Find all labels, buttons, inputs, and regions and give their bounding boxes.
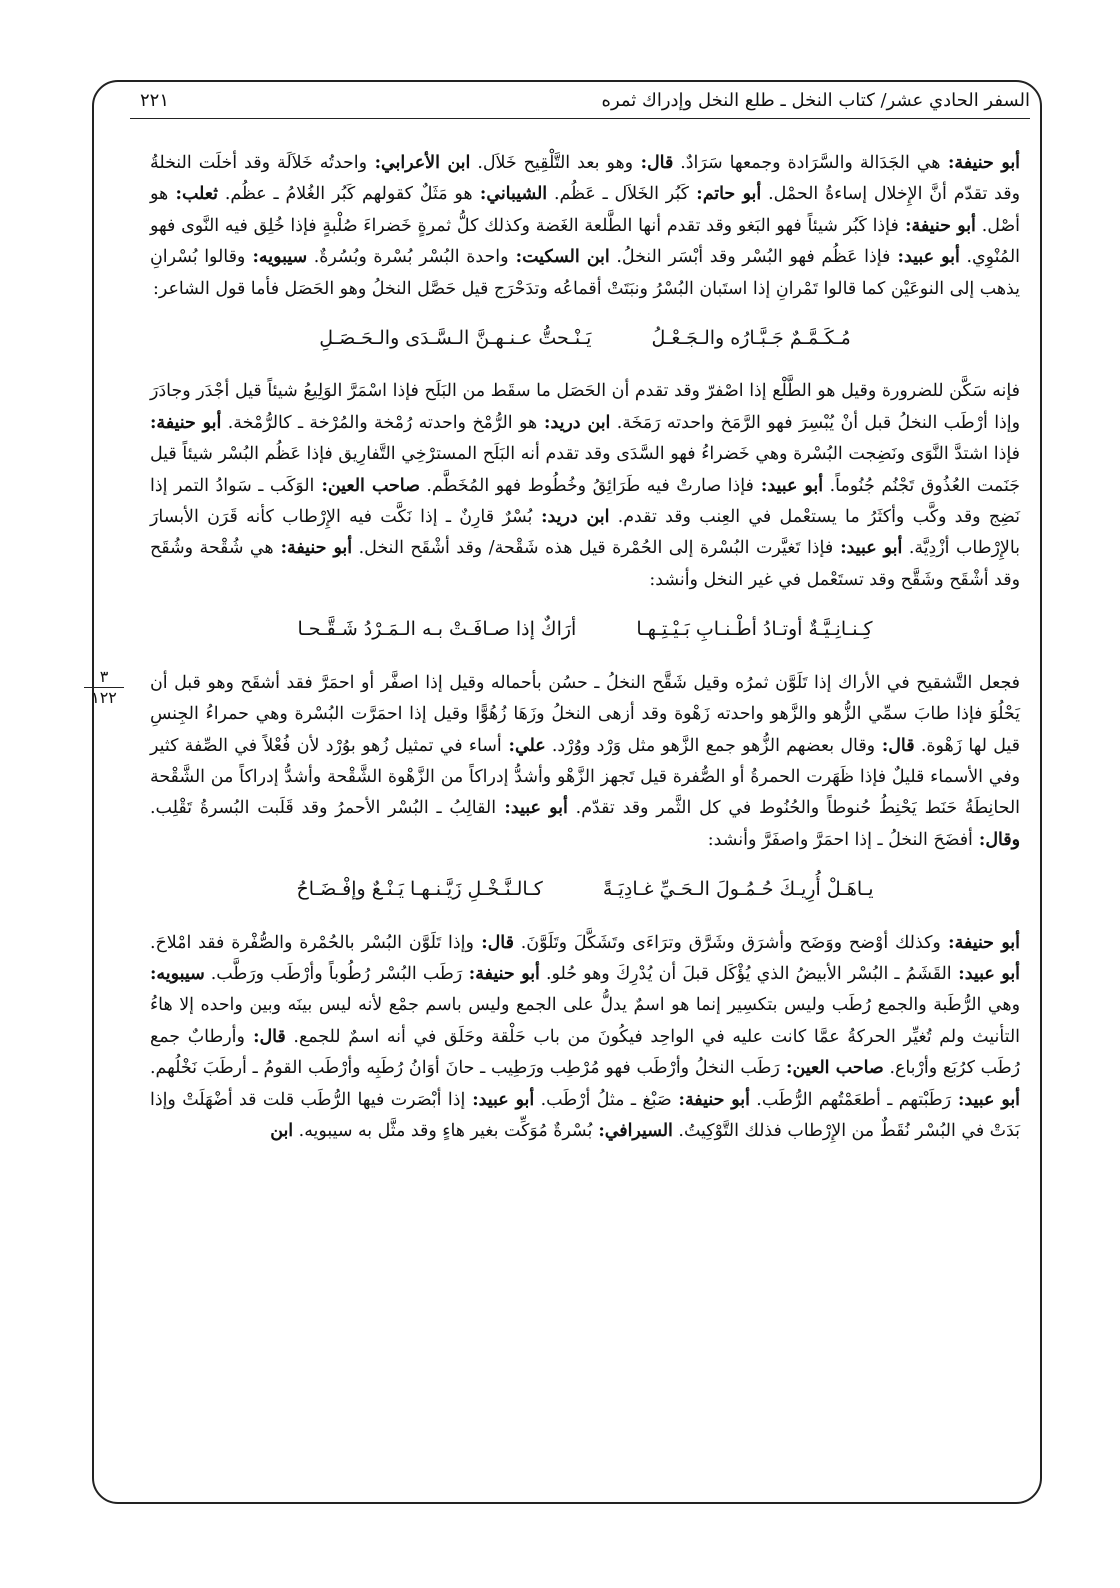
text-run: واحدة البُسْر بُسْرة وبُسُرةٌ. (307, 247, 509, 268)
main-text (150, 148, 1020, 1147)
speaker-name: علي: (501, 735, 546, 756)
speaker-name: ثعلب: (168, 184, 219, 205)
text-run: فإذا تَغيَّرت البُسْرة إلى الحُمْرة قيل هذه شَقْحة/ وقد أشْقَح النخل. (352, 538, 834, 559)
speaker-name: ابن دريد: (532, 507, 610, 528)
speaker-name: قال: (473, 932, 514, 953)
verse-2 (150, 614, 1020, 645)
text-run: بُسْرةٌ مُوَكِّت بغير هاءٍ وقد مثَّل به سيبويه. (293, 1120, 593, 1141)
verse-hemistich-second: كـالـنَّـخْـلِ زَيَّـنـهـا يَـنْـعٌ وإفْـضَـاحُ (296, 878, 543, 901)
paragraph-3 (150, 668, 1020, 856)
speaker-name: أبو حنيفة: (150, 412, 222, 433)
text-run: وقالوا بُسْرانِ يذهب إلى النوعَيْن كما قالوا تَمْرانِ إذا استَبان البُسْرُ ونبَتَتْ أقماعُه وتدَحْرَج قيل حَصَّل النخلُ وهو الحَصَل فأما قول الشاعر: (150, 247, 1020, 299)
speaker-name: ابن السكيت: (508, 247, 610, 268)
speaker-name: ابن دريد: (537, 412, 611, 433)
speaker-name: أبو عبيد: (890, 247, 960, 268)
margin-ref-volume: ٣ (84, 668, 124, 688)
verse-hemistich-first: كِـنـانِـيَّـةٌ أوتـادُ أطْـنـابِ بَـيْـتِـهـا (636, 618, 873, 641)
speaker-name: السيرافي: (592, 1120, 673, 1141)
verse-1 (150, 323, 1020, 354)
text-run: فإذا صارتْ فيه طَرَائِقُ وخُطُوط فهو المُخَطَّم. (419, 475, 754, 496)
speaker-name: أبو عبيد: (951, 1089, 1020, 1110)
verse-hemistich-first: مُـكَـمَّـمٌ جَـبَّـارُه والـجَـعْـلُ (651, 327, 851, 350)
paragraph-4 (150, 928, 1020, 1148)
speaker-name: قال: (244, 1026, 286, 1047)
text-run: إذا أبْصَرت فيها الرُّطَب قلت قد أضْهَلَتْ وإذا بَدَتْ في البُسْر نُقَطٌ من الإِرْطاب فذلك التَّوْكِيتُ. (150, 1089, 1020, 1141)
margin-reference (84, 668, 124, 707)
text-run: هو الرُّمْخ واحدته رُمْخة والمُرْخة ـ كالرُّمْخة. (221, 412, 538, 433)
text-run: هي الجَدَالة والسَّرَادة وجمعها سَرَادٌ. (673, 153, 941, 173)
text-run: القَشَمُ ـ البُسْر الأبيضُ الذي يُؤْكَل قبلَ أن يُدْرِكَ وهو حُلو. (539, 963, 952, 984)
speaker-name: أبو عبيد: (753, 475, 824, 496)
text-run: الوَكَب ـ سَوادُ التمر إذا نَضِج وقد وكَّب وأكثَرُ ما يستعْمل في العِنب وقد تقدم. (150, 475, 1020, 528)
text-run: فإذا عَظُم فهو البُسْر وقد أبْسَر النخلُ. (609, 247, 891, 268)
text-run: فإنه سَكَّن للضرورة وقيل هو الطَّلْع إذا اصْفرّ وقد تقدم أن الحَصَل ما سقَط من البَلَح فإذا اسْمَرَّ الوَلِيعُ شيئاً قيل أجْدَر وجادَرَ وإذا أرْطَب النخلُ قبل أنْ يُبْسِرَ فهو الرَّمَخ واحدته رَمَخَة. (150, 381, 1020, 433)
text-run: وكذلك أوْضح ووَضَح وأشرَق وشَرَّق وترَاءَى وتَشَكَّلَ وتَلَوَّنَ. (513, 932, 941, 953)
speaker-name: أبو حنيفة: (898, 215, 976, 236)
text-run: وأرطابٌ جمع رُطَب كرُبَع وأرْباع. (150, 1026, 1020, 1079)
verse-hemistich-second: أرَاكٌ إذا صـافَـتْ بـه الـمَـرْدُ شَـقَّـحـا (297, 618, 577, 641)
text-run: القالِبُ ـ البُسْر الأحمرُ وقد قَلَبت البُسرةُ تَقْلِب. (150, 798, 497, 819)
text-run: هي شُقْحة وشُقَح وقد أشْقَح وشَقَّح وقد تستَعْمل في غير النخل وأنشد: (150, 538, 1020, 590)
speaker-name: أبو حنيفة: (273, 538, 353, 559)
speaker-name: أبو حنيفة: (940, 153, 1020, 173)
text-run: واحدتُه خَلاَلَة وقد أخلَت النخلةُ وقد تقدّم أنَّ الإِخلال إساءةُ الحمْل. (150, 153, 1020, 205)
text-run: وهي الرُّطَبة والجمع رُطَب وليس بتكسِير إنما هو اسمٌ يدلُّ على الجمع وليس باسم جمْع لأنه ليس بينَه وبين واحده إلا هاءُ التأنيث ولم تُغيِّر الحركةُ عمَّا كانت عليه في الواحِد فيكُونَ من باب حَلْقة وحَلَق في أنه اسمٌ للجمع. (150, 995, 1020, 1047)
speaker-name: صاحب العين: (314, 475, 420, 496)
speaker-name: أبو عبيد: (465, 1089, 535, 1110)
text-run: وقال بعضهم الزُّهو جمع الزَّهو مثل وَرْد ووُرْد. (545, 735, 876, 756)
speaker-name: أبو عبيد: (496, 798, 568, 819)
page-number: ٢٢١ (140, 90, 170, 111)
speaker-name: وقال: (972, 829, 1020, 850)
text-run: وهو بعد التَّلْقِيح خَلاَل. (470, 153, 634, 173)
text-run: رَطَب النخلُ وأرْطَب فهو مُرْطِب ورَطِيب ـ حانَ أوَانُ رُطَبِه وأرْطَب القومُ ـ أرطَبَ نَخْلُهم. (150, 1058, 780, 1079)
text-run: رَطَب البُسْر رُطُوباً وأرْطَب ورَطَّب. (204, 963, 463, 984)
speaker-name: أبو حنيفة: (940, 932, 1020, 953)
text-run: رَطَبْتهم ـ أطعَمْتُهم الرُّطَب. (749, 1089, 952, 1110)
verse-3 (150, 874, 1020, 905)
speaker-name: سيبويه: (150, 963, 205, 984)
running-header (130, 88, 1030, 119)
verse-hemistich-second: يَـنْـحتُّ عـنـهـنَّ الـسَّـدَى والـحَـصَـلِ (319, 327, 592, 350)
text-run: صَبْغ ـ مثلُ أرْطَب. (534, 1089, 672, 1110)
paragraph-1 (150, 148, 1020, 305)
verse-hemistich-first: يـاهَـلْ أُرِيـكَ حُـمُـولَ الـحَـيِّ غـادِيَـةً (602, 878, 874, 901)
text-run: بُسْرٌ قارِنٌ ـ إذا نَكَّت فيه الإِرْطاب كأنه قَرَن الأبسارَ بالإِرْطاب أزْدِيَّة. (150, 507, 1020, 559)
paragraph-2 (150, 376, 1020, 596)
speaker-name: أبو حاتم: (688, 184, 762, 205)
text-run: وإذا تَلَوَّن البُسْر بالحُمْرة والصُّفْرة فقد امْلاحَ. (150, 932, 474, 953)
speaker-name: أبو حنيفة: (462, 963, 540, 984)
text-run: فإذا اشتدَّ النَّوَى ونَضِجت البُسْرة وهي خَضراءُ فهو السَّدَى وقد تقدم أنه البَلَح المسترْخِي التَّفارِيق فإذا عَظُم البُسْر شيئاً قيل جَنَمت العُذُوق تَجْنُم جُنُوماً. (150, 444, 1020, 496)
text-run: هو مَثَلٌ كقولهم كَبُر الغُلامُ ـ عظُم. (218, 184, 473, 205)
speaker-name: قال: (633, 153, 674, 173)
text-run: أفضَحَ النخلُ ـ إذا احمَرَّ واصفَرَّ وأنشد: (707, 829, 973, 850)
text-run: فإذا كَبُر شيئاً فهو البَغو وقد تقدم أنها الطَّلعة الغَضة وكذلك كلُّ ثمرةٍ خَضراءَ صُلْبةٍ فإذا خُلِق فيه النَّوى فهو المُنْوِي. (150, 215, 1020, 268)
header-title: السفر الحادي عشر/ كتاب النخل ـ طلع النخل وإدراك ثمره (601, 90, 1030, 111)
margin-ref-page: ١٢٢ (91, 688, 117, 707)
speaker-name: سيبويه: (245, 247, 308, 268)
text-run: كَبُر الخَلاَل ـ عَظُم. (547, 184, 689, 205)
speaker-name: الشيباني: (472, 184, 548, 205)
speaker-name: أبو عبيد: (833, 538, 903, 559)
text-run: أساء في تمثيل زُهو بوُرْد لأن فُعْلاً في الصِّفة كثير وفي الأسماء قليلٌ فإذا ظَهَرت الحمرةُ أو الصُّفرة قيل تَجهز الزَّهْو وأشدُّ إدراكاً من الزَّهْوة الشَّقْحة وأشدُّ إدراكاً من الشَّقْحة الحانِطَةُ حَنَط يَحْنِطُ حُنوطاً والحُنُوط في كل الثَّمر وقد تقدّم. (150, 735, 1020, 819)
speaker-name: ابن الأعرابي: (367, 153, 471, 173)
speaker-name: أبو حنيفة: (671, 1089, 750, 1110)
text-run: فجعل التَّشقيح في الأراك إذا تَلَوَّن ثمرُه وقيل شَقَّح النخلُ ـ حسُن بأحماله وقيل إذا اصفَّر أو احمَرَّ فقد أشقَح وهو قبل أن يَحْلُوَ فإذا طابَ سمِّي الزُّهو والزَّهو واحدته زَهْوة وقد أزهى النخلُ وزَهَا زُهُوًّا وقيل إذا احمَرَّت البُسْرة وهي حمراءُ الجِنسِ قيل لها زَهْوة. (150, 672, 1020, 756)
speaker-name: قال: (875, 735, 915, 756)
speaker-name: صاحب العين: (779, 1058, 884, 1079)
text-run: هو أصْل. (150, 184, 1020, 236)
speaker-name: أبو عبيد: (951, 963, 1021, 984)
speaker-name: ابن (270, 1120, 294, 1141)
